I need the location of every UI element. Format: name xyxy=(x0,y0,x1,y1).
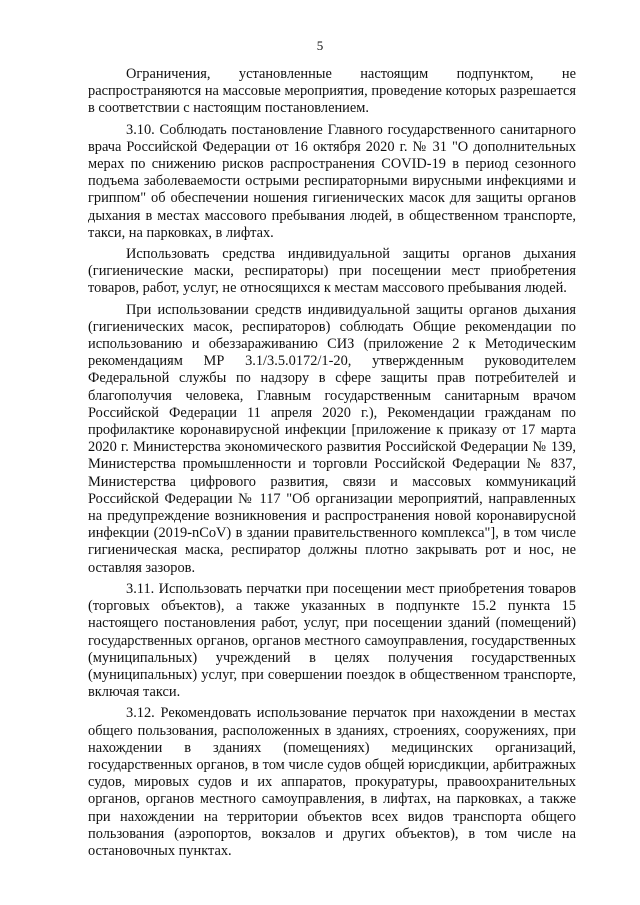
paragraph-restrictions-note: Ограничения, установленные настоящим подпунктом, не распространяются на массовые мероприятия, проведение которых разрешается в соответствии с настоящим постановлением. xyxy=(88,66,576,117)
paragraph-3-10-recommendations: При использовании средств индивидуальной защиты органов дыхания (гигиенических масок, респираторов) соблюдать Общие рекомендации по использованию и обеззараживанию СИЗ (приложение 2 к Методическим рекомендациям МР 3.1/3.5.0172/1-20, утвержденным руководителем Федеральной службы по надзору в сфере защиты прав потребителей и благополучия человека, Главным государственным санитарным врачом Российской Федерации 11 апреля 2020 г.), Рекомендации гражданам по профилактике коронавирусной инфекции [приложение к приказу от 17 марта 2020 г. Министерства экономического развития Российской Федерации № 139, Министерства промышленности и торговли Российской Федерации № 837, Министерства цифрового развития, связи и массовых коммуникаций Российской Федерации № 117 "Об организации мероприятий, направленных на предупреждение возникновения и распространения новой коронавирусной инфекции (2019-nCoV) в здании правительственного комплекса"], в том числе гигиеническая маска, респиратор должны плотно закрывать рот и нос, не оставляя зазоров. xyxy=(88,301,576,576)
page-number: 5 xyxy=(316,38,324,53)
paragraph-3-11: 3.11. Использовать перчатки при посещении мест приобретения товаров (торговых объектов), а также указанных в подпункте 15.2 пункта 15 настоящего постановления работ, услуг, при посещении зданий (помещений) государственных органов, органов местного самоуправления, государственных (муниципальных) учреждений в целях получения государственных (муниципальных) услуг, при совершении поездок в общественном транспорте, включая такси. xyxy=(88,580,576,701)
paragraph-3-10: 3.10. Соблюдать постановление Главного государственного санитарного врача Российской Федерации от 16 октября 2020 г. № 31 "О дополнительных мерах по снижению рисков распространения COVID-19 в период сезонного подъема заболеваемости острыми респираторными вирусными инфекциями и гриппом" об обеспечении ношения гигиенических масок для защиты органов дыхания в местах массового пребывания людей, в общественном транспорте, такси, на парковках, в лифтах. xyxy=(88,121,576,241)
paragraph-3-10-masks: Использовать средства индивидуальной защиты органов дыхания (гигиенические маски, респираторы) при посещении мест приобретения товаров, работ, услуг, не относящихся к местам массового пребывания людей. xyxy=(88,246,576,297)
document-body xyxy=(88,66,576,864)
paragraph-3-12: 3.12. Рекомендовать использование перчаток при нахождении в местах общего пользования, расположенных в зданиях, строениях, сооружениях, при нахождении в зданиях (помещениях) медицинских организаций, государственных органов, в том числе судов общей юрисдикции, арбитражных судов, мировых судов и их аппаратов, прокуратуры, правоохранительных органов, органов местного самоуправления, в лифтах, на парковках, а также при нахождении на территории объектов всех видов транспорта общего пользования (аэропортов, вокзалов и других объектов), в том числе на остановочных пунктах. xyxy=(88,705,576,859)
